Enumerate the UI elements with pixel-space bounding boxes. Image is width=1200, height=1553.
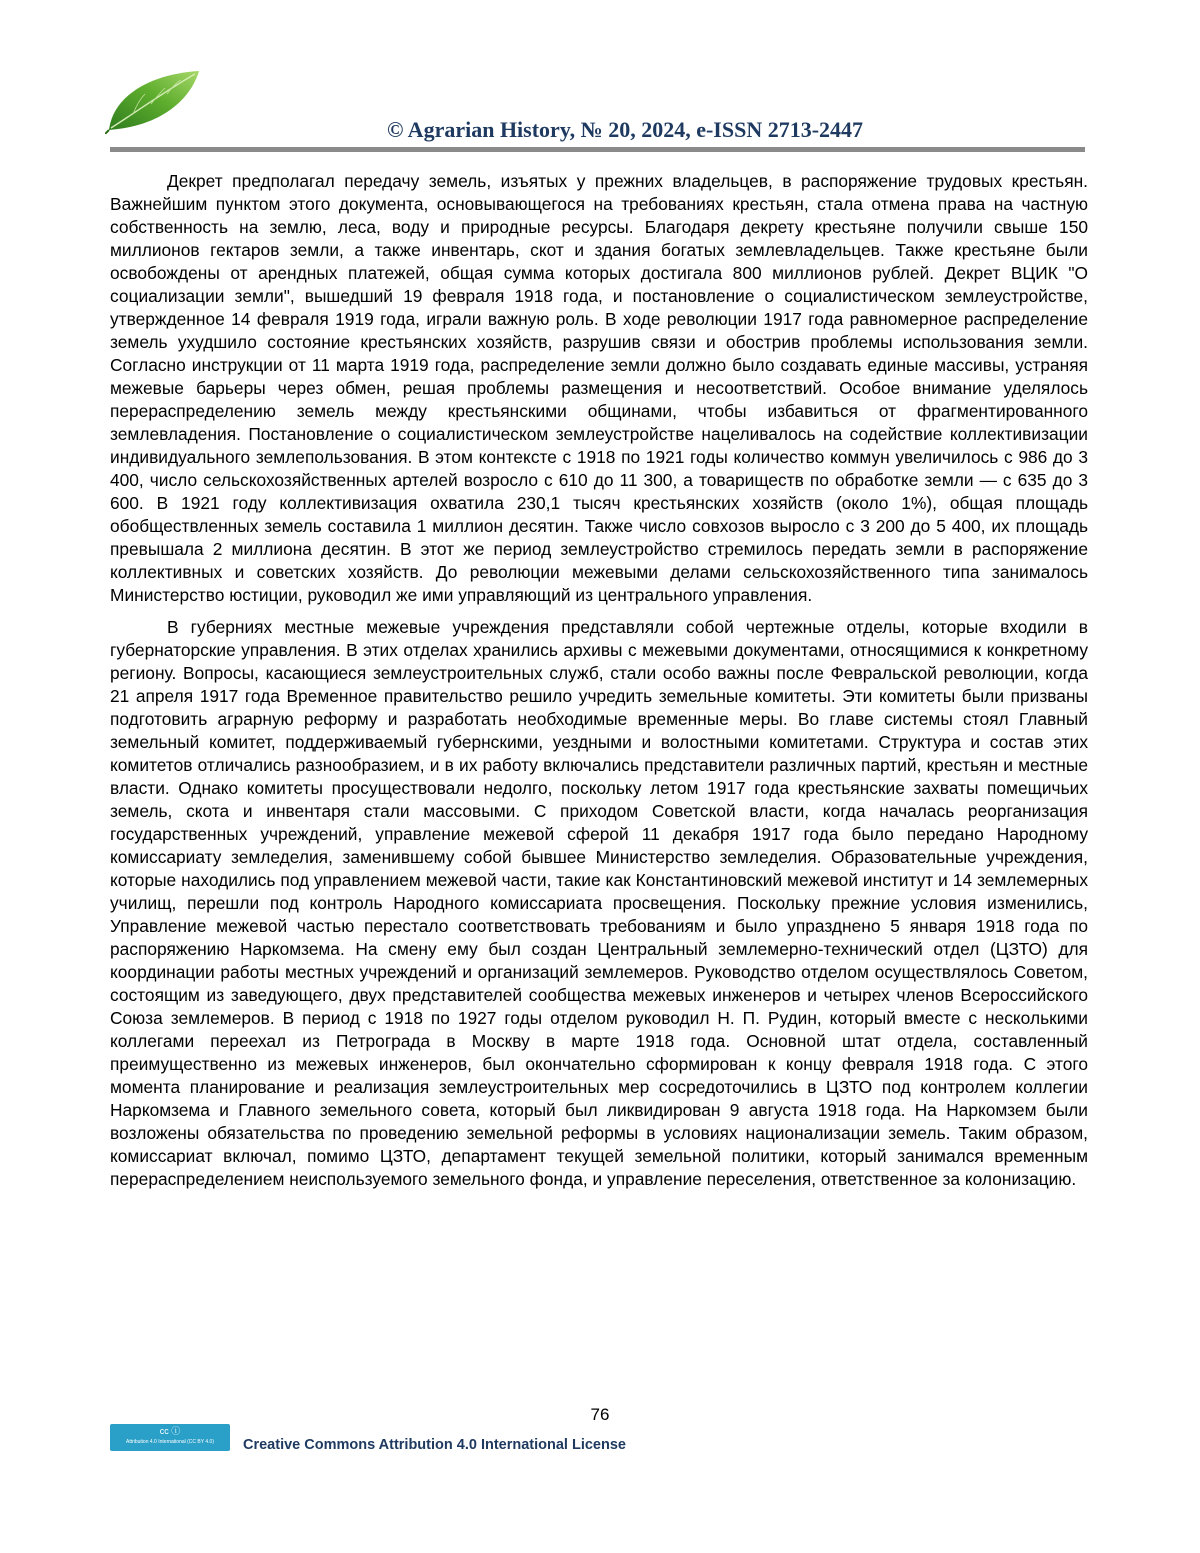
page-number: 76 — [590, 1405, 610, 1424]
cc-by-icon: cc ⓘ — [159, 1426, 181, 1436]
leaf-icon — [105, 68, 205, 134]
page-header — [0, 0, 1200, 160]
license-link[interactable]: Creative Commons Attribution 4.0 International License — [243, 1437, 626, 1453]
article-body — [110, 170, 1088, 1200]
body-paragraph: В губерниях местные межевые учреждения представляли собой чертежные отделы, которые входили в губернаторские управления. В этих отделах хранились архивы с межевыми документами, относящимися к конкретному региону. Вопросы, касающиеся землеустроительных служб, стали особо важны после Февральской революции, когда 21 апреля 1917 года Временное правительство решило учредить земельные комитеты. Эти комитеты были призваны подготовить аграрную реформу и разработать необходимые временные меры. Во главе системы стоял Главный земельный комитет, поддерживаемый губернскими, уездными и волостными комитетами. Структура и состав этих комитетов отличались разнообразием, и в их работу включались представители различных партий, крестьян и местные власти. Однако комитеты просуществовали недолго, поскольку летом 1917 года крестьянские захваты помещичьих земель, скота и инвентаря стали массовыми. С приходом Советской власти, когда началась реорганизация государственных учреждений, управление межевой сферой 11 декабря 1917 года было передано Народному комиссариату земледелия, заменившему собой бывшее Министерство земледелия. Образовательные учреждения, которые находились под управлением межевой части, такие как Константиновский межевой институт и 14 землемерных училищ, перешли под контроль Народного комиссариата просвещения. Поскольку прежние условия изменились, Управление межевой частью перестало соответствовать требованиям и было упразднено 5 января 1918 года по распоряжению Наркомзема. На смену ему был создан Центральный землемерно-технический отдел (ЦЗТО) для координации работы местных учреждений и организаций землемеров. Руководство отделом осуществлялось Советом, состоящим из заведующего, двух представителей сообщества межевых инженеров и четырех членов Всероссийского Союза землемеров. В период с 1918 по 1927 годы отделом руководил Н. П. Рудин, который вместе с несколькими коллегами переехал из Петрограда в Москву в марте 1918 года. Основной штат отдела, составленный преимущественно из межевых инженеров, был окончательно сформирован к концу февраля 1918 года. С этого момента планирование и реализация землеустроительных мер сосредоточились в ЦЗТО под контролем коллегии Наркомзема и Главного земельного совета, который был ликвидирован 9 августа 1918 года. На Наркомзем были возложены обязательства по проведению земельной реформы в условиях национализации земель. Таким образом, комиссариат включал, помимо ЦЗТО, департамент текущей земельной политики, который занимался временным перераспределением неиспользуемого земельного фонда, и управление переселения, ответственное за колонизацию. — [110, 617, 1088, 1189]
journal-title: © Agrarian History, № 20, 2024, e-ISSN 2713-2447 — [386, 117, 864, 142]
body-paragraph: Декрет предполагал передачу земель, изъятых у прежних владельцев, в распоряжение трудовых крестьян. Важнейшим пунктом этого документа, основывающегося на требованиях крестьян, стала отмена права на частную собственность на землю, леса, воду и природные ресурсы. Благодаря декрету крестьяне получили свыше 150 миллионов гектаров земли, а также инвентарь, скот и здания богатых землевладельцев. Также крестьяне были освобождены от арендных платежей, общая сумма которых достигала 800 миллионов рублей. Декрет ВЦИК "О социализации земли", вышедший 19 февраля 1918 года, и постановление о социалистическом землеустройстве, утвержденное 14 февраля 1919 года, играли важную роль. В ходе революции 1917 года равномерное распределение земель ухудшило состояние крестьянских хозяйств, разрушив связи и обострив проблемы использования земли. Согласно инструкции от 11 марта 1919 года, распределение земли должно было создавать единые массивы, устраняя межевые барьеры через обмен, решая проблемы размещения и несоответствий. Особое внимание уделялось перераспределению земель между крестьянскими общинами, чтобы избавиться от фрагментированного землевладения. Постановление о социалистическом землеустройстве нацеливалось на содействие коллективизации индивидуального землепользования. В этом контексте с 1918 по 1921 годы количество коммун увеличилось с 986 до 3 400, число сельскохозяйственных артелей возросло с 610 до 11 300, а товариществ по обработке земли — с 635 до 3 600. В 1921 году коллективизация охватила 230,1 тысяч крестьянских хозяйств (около 1%), общая площадь обобществленных земель составила 1 миллион десятин. Также число совхозов выросло с 3 200 до 5 400, их площадь превышала 2 миллиона десятин. В этот же период землеустройство стремилось передать земли в распоряжение коллективных и советских хозяйств. До революции межевыми делами сельскохозяйственного типа занималось Министерство юстиции, руководил же ими управляющий из центрального управления. — [110, 171, 1088, 605]
cc-badge-label: Attribution 4.0 International (CC BY 4.0) — [125, 1439, 214, 1445]
header-divider — [110, 147, 1085, 152]
cc-license-badge[interactable] — [110, 1424, 230, 1451]
